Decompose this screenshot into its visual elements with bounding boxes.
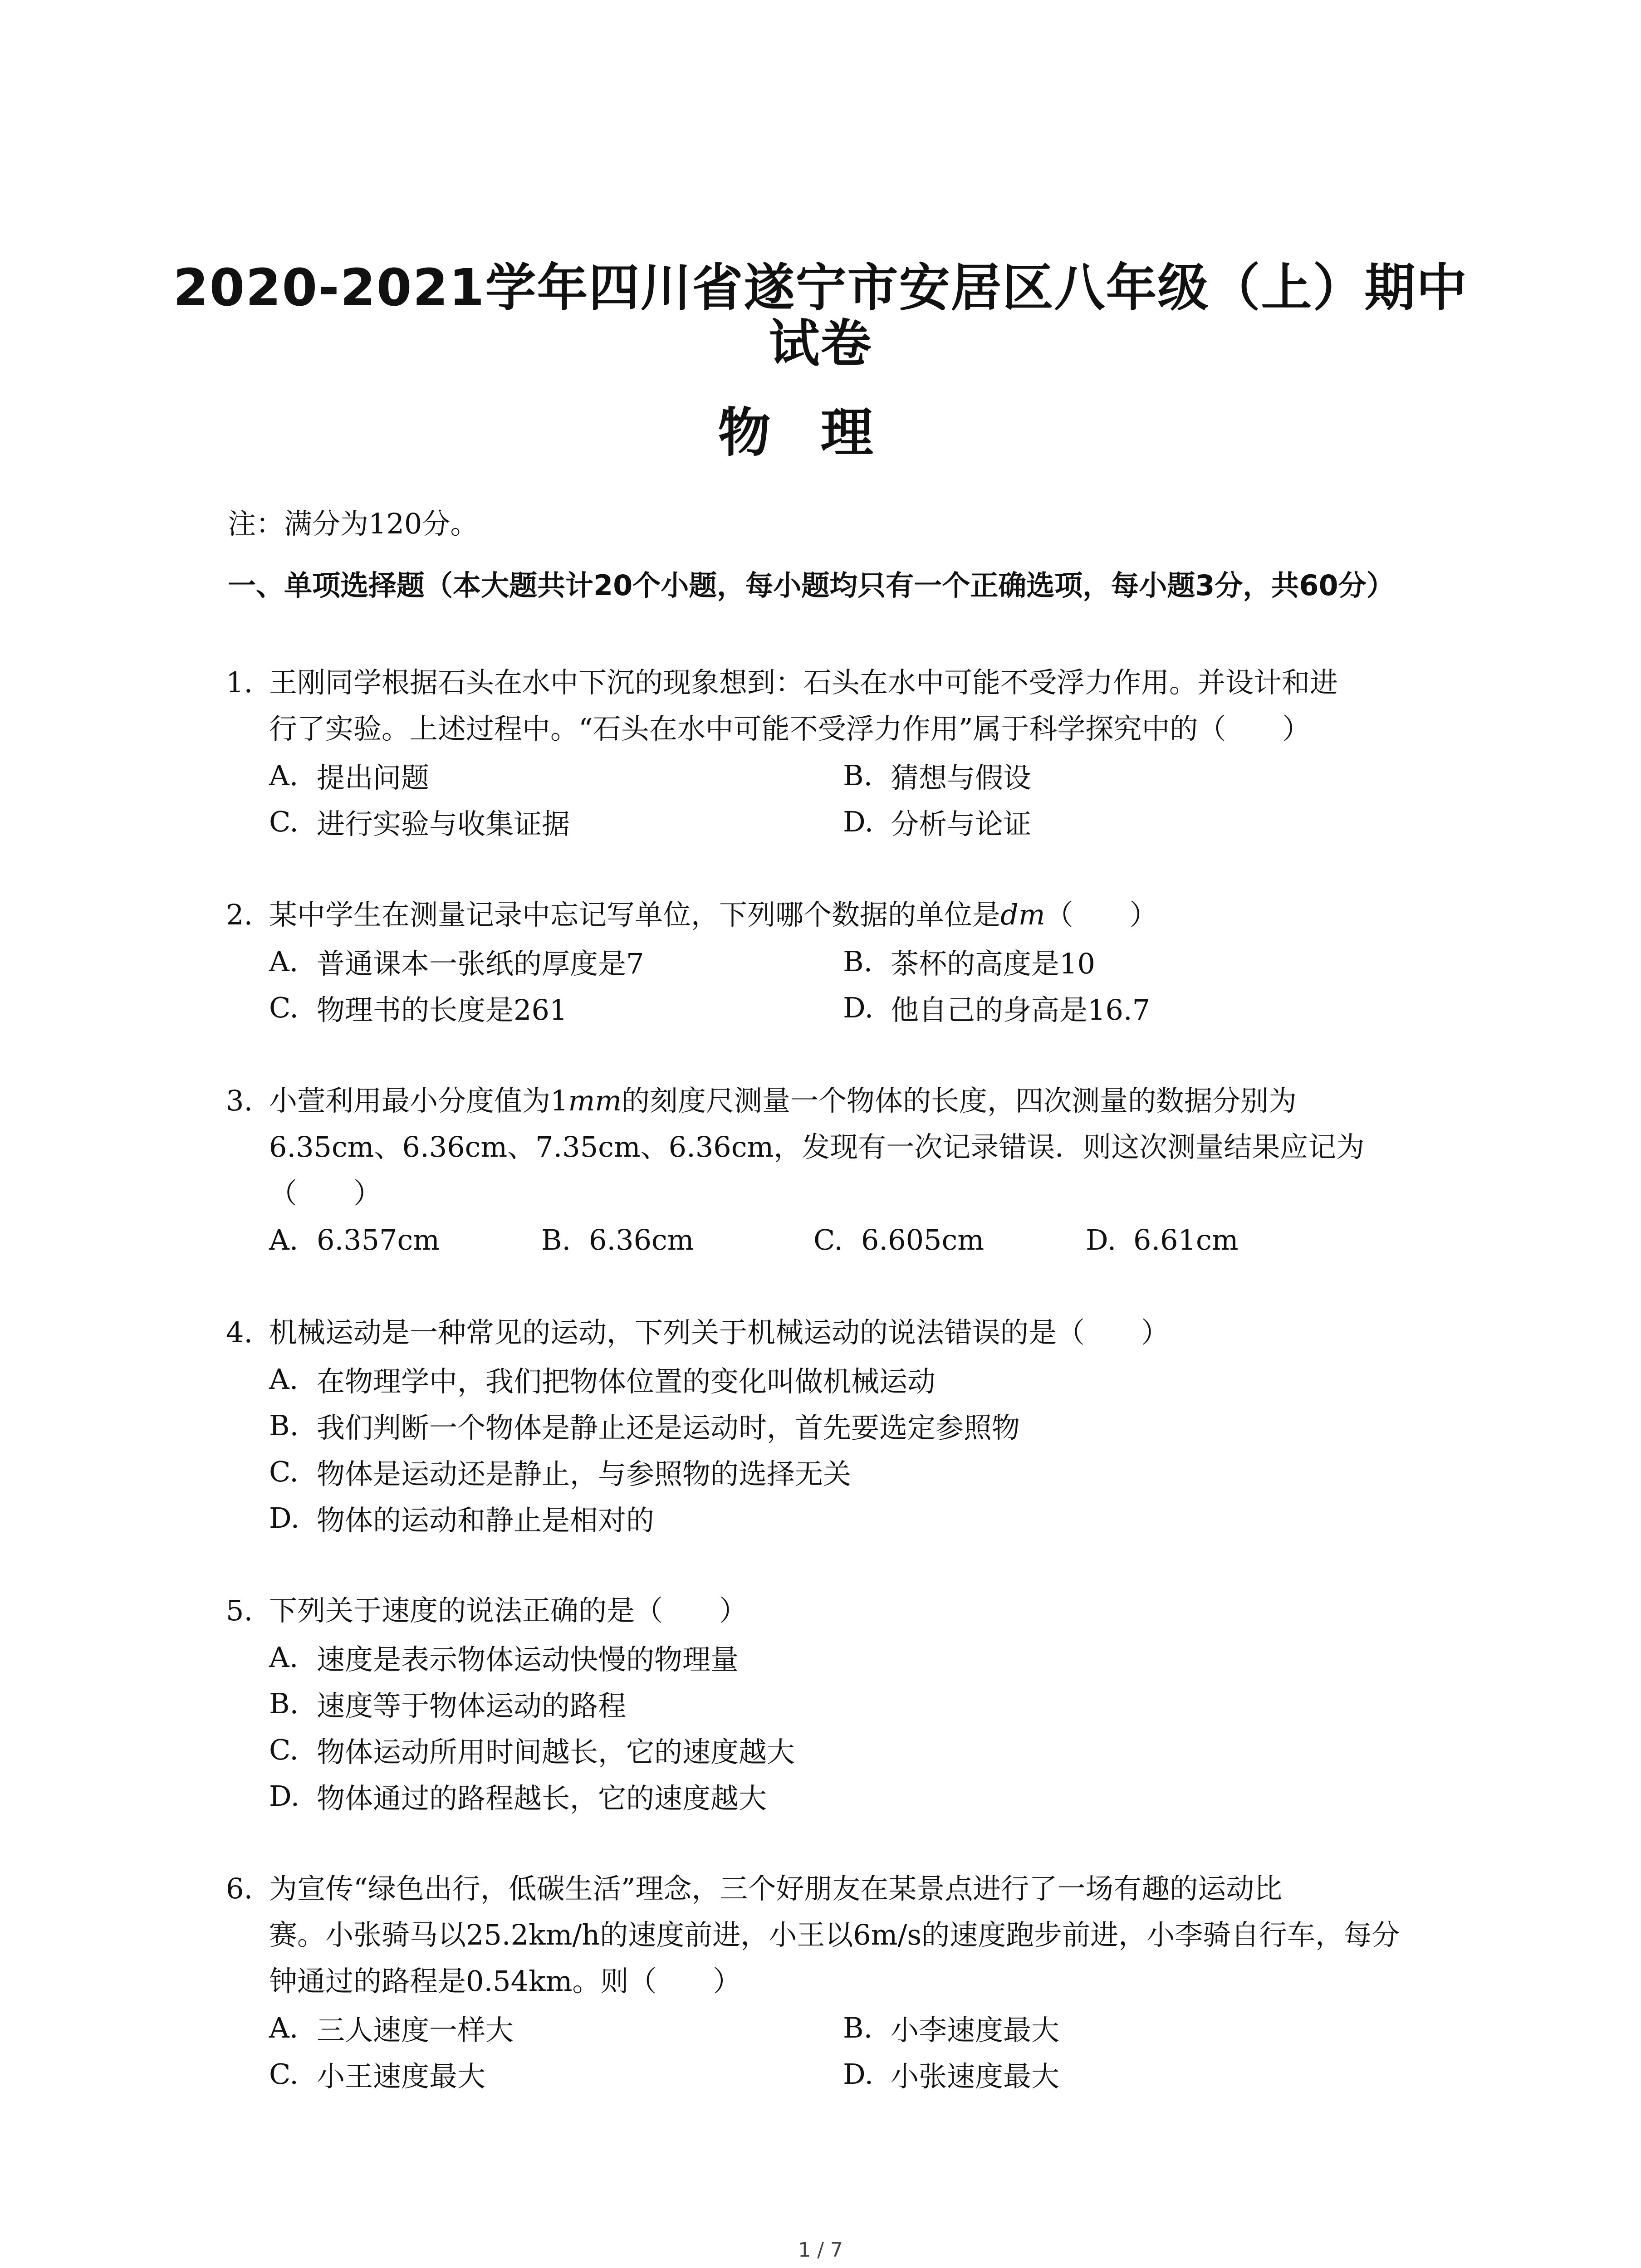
- question-stem: [226, 660, 1451, 752]
- option-d: [843, 802, 1031, 842]
- option-a: [269, 1359, 936, 1399]
- option-d: [843, 2054, 1059, 2094]
- options-list: [269, 1356, 1451, 1541]
- option-b: [269, 1405, 1020, 1446]
- option-label: B.: [269, 1686, 299, 1720]
- option-label: B.: [843, 2011, 873, 2044]
- question-number: 3.: [226, 1084, 253, 1117]
- option-label: A.: [269, 1640, 299, 1674]
- question-5: [226, 1588, 1451, 1819]
- question-stem: [226, 1310, 1451, 1356]
- question-number: 1.: [226, 666, 253, 699]
- stem-text: （ ）: [1045, 898, 1158, 931]
- stem-text: 小萱利用最小分度值为1: [269, 1084, 568, 1117]
- stem-line: 王刚同学根据石头在水中下沉的现象想到：石头在水中可能不受浮力作用。并设计和进: [269, 666, 1338, 699]
- option-label: B.: [269, 1408, 299, 1442]
- options-list: [269, 1634, 1451, 1819]
- option-a: [269, 941, 843, 982]
- question-1: [226, 660, 1451, 845]
- option-label: C.: [269, 805, 299, 838]
- option-label: D.: [1086, 1223, 1117, 1256]
- question-number: 5.: [226, 1594, 253, 1627]
- option-b: [843, 2008, 1059, 2048]
- option-c: [269, 802, 843, 842]
- option-text: 6.61cm: [1133, 1223, 1239, 1256]
- question-number: 6.: [226, 1872, 253, 1905]
- stem-line: 为宣传“绿色出行，低碳生活”理念，三个好朋友在某景点进行了一场有趣的运动比: [269, 1872, 1283, 1905]
- option-label: B.: [843, 944, 873, 978]
- stem-unit: mm: [568, 1084, 622, 1117]
- stem-line: 行了实验。上述过程中。“石头在水中可能不受浮力作用”属于科学探究中的（ ）: [269, 712, 1311, 745]
- option-d: [843, 987, 1150, 1028]
- subject-title: 物理: [718, 402, 923, 464]
- question-stem: [226, 1588, 1451, 1634]
- option-label: A.: [269, 2011, 299, 2044]
- option-a: [269, 1637, 739, 1677]
- option-text: 物体通过的路程越长，它的速度越大: [317, 1781, 767, 1815]
- option-label: A.: [269, 758, 299, 792]
- option-c: [269, 1730, 795, 1770]
- option-text: 他自己的身高是16.7: [891, 993, 1151, 1026]
- option-text: 提出问题: [317, 761, 430, 794]
- stem-line: 钟通过的路程是0.54km。则（ ）: [269, 1965, 741, 1998]
- option-text: 速度是表示物体运动快慢的物理量: [317, 1642, 739, 1676]
- option-text: 分析与论证: [891, 807, 1032, 841]
- option-a: [269, 755, 843, 796]
- options-grid: [269, 752, 1451, 845]
- option-text: 小王速度最大: [317, 2059, 486, 2093]
- question-2: [226, 892, 1451, 1031]
- option-text: 进行实验与收集证据: [317, 807, 570, 841]
- stem-text: 机械运动是一种常见的运动，下列关于机械运动的说法错误的是（ ）: [269, 1316, 1170, 1349]
- page-indicator: 1 / 7: [798, 2239, 843, 2262]
- question-stem: [226, 1866, 1451, 2004]
- question-number: 4.: [226, 1316, 253, 1349]
- stem-line: （ ）: [269, 1177, 382, 1210]
- option-label: C.: [269, 2057, 299, 2091]
- option-text: 三人速度一样大: [317, 2013, 514, 2047]
- question-6: [226, 1866, 1451, 2097]
- option-label: C.: [813, 1223, 843, 1256]
- option-label: A.: [269, 1223, 299, 1256]
- option-text: 6.36cm: [589, 1223, 694, 1256]
- option-label: B.: [541, 1223, 571, 1256]
- option-label: C.: [269, 1733, 299, 1766]
- option-b: [843, 941, 1095, 982]
- exam-title-line-1: 2020-2021学年四川省遂宁市安居区八年级（上）期中: [173, 259, 1468, 318]
- question-stem: [226, 892, 1451, 938]
- option-text: 我们判断一个物体是静止还是运动时，首先要选定参照物: [317, 1411, 1020, 1444]
- option-text: 物体运动所用时间越长，它的速度越大: [317, 1735, 795, 1769]
- option-label: D.: [269, 1501, 300, 1535]
- option-d: [269, 1776, 767, 1816]
- question-4: [226, 1310, 1451, 1541]
- option-text: 小张速度最大: [891, 2059, 1060, 2093]
- stem-text: 某中学生在测量记录中忘记写单位，下列哪个数据的单位是: [269, 898, 1001, 931]
- option-text: 茶杯的高度是10: [891, 947, 1095, 980]
- option-text: 速度等于物体运动的路程: [317, 1689, 627, 1722]
- option-text: 物体是运动还是静止，与参照物的选择无关: [317, 1457, 852, 1491]
- option-label: C.: [269, 991, 299, 1024]
- option-d: [1086, 1223, 1239, 1256]
- option-text: 6.605cm: [861, 1223, 985, 1256]
- option-text: 物理书的长度是261: [317, 993, 568, 1026]
- stem-text: 的刻度尺测量一个物体的长度，四次测量的数据分别为: [622, 1084, 1297, 1117]
- option-b: [541, 1223, 813, 1256]
- option-label: A.: [269, 944, 299, 978]
- option-b: [843, 755, 1031, 796]
- stem-line: 赛。小张骑马以25.2km/h的速度前进，小王以6m/s的速度跑步前进，小李骑自行车，每分: [269, 1918, 1400, 1951]
- options-grid: [269, 938, 1451, 1031]
- option-a: [269, 1223, 541, 1256]
- options-row: [269, 1217, 1451, 1263]
- option-label: A.: [269, 1362, 299, 1396]
- option-c: [813, 1223, 1086, 1256]
- option-text: 普通课本一张纸的厚度是7: [317, 947, 644, 980]
- exam-title-line-2: 试卷: [769, 314, 872, 373]
- option-text: 物体的运动和静止是相对的: [317, 1503, 655, 1537]
- option-label: B.: [843, 758, 873, 792]
- option-label: D.: [269, 1779, 300, 1813]
- option-c: [269, 2054, 843, 2094]
- option-text: 在物理学中，我们把物体位置的变化叫做机械运动: [317, 1364, 936, 1398]
- option-d: [269, 1498, 654, 1538]
- option-c: [269, 1452, 851, 1492]
- option-label: D.: [843, 991, 874, 1024]
- question-3: [226, 1078, 1451, 1263]
- option-b: [269, 1683, 626, 1724]
- stem-text: 下列关于速度的说法正确的是（ ）: [269, 1594, 748, 1627]
- options-grid: [269, 2004, 1451, 2097]
- option-c: [269, 987, 843, 1028]
- question-stem: [226, 1078, 1451, 1217]
- option-text: 6.357cm: [317, 1223, 440, 1256]
- option-text: 猜想与假设: [891, 761, 1032, 794]
- score-note: 注：满分为120分。: [228, 507, 479, 540]
- option-label: D.: [843, 805, 874, 838]
- option-label: C.: [269, 1455, 299, 1488]
- option-text: 小李速度最大: [891, 2013, 1060, 2047]
- option-a: [269, 2008, 843, 2048]
- option-label: D.: [843, 2057, 874, 2091]
- stem-unit: dm: [1000, 898, 1045, 931]
- stem-line: 6.35cm、6.36cm、7.35cm、6.36cm，发现有一次记录错误．则这次测量结果应记为: [269, 1130, 1365, 1163]
- section-heading: 一、单项选择题（本大题共计20个小题，每小题均只有一个正确选项，每小题3分，共60分）: [228, 569, 1395, 602]
- question-number: 2.: [226, 898, 253, 931]
